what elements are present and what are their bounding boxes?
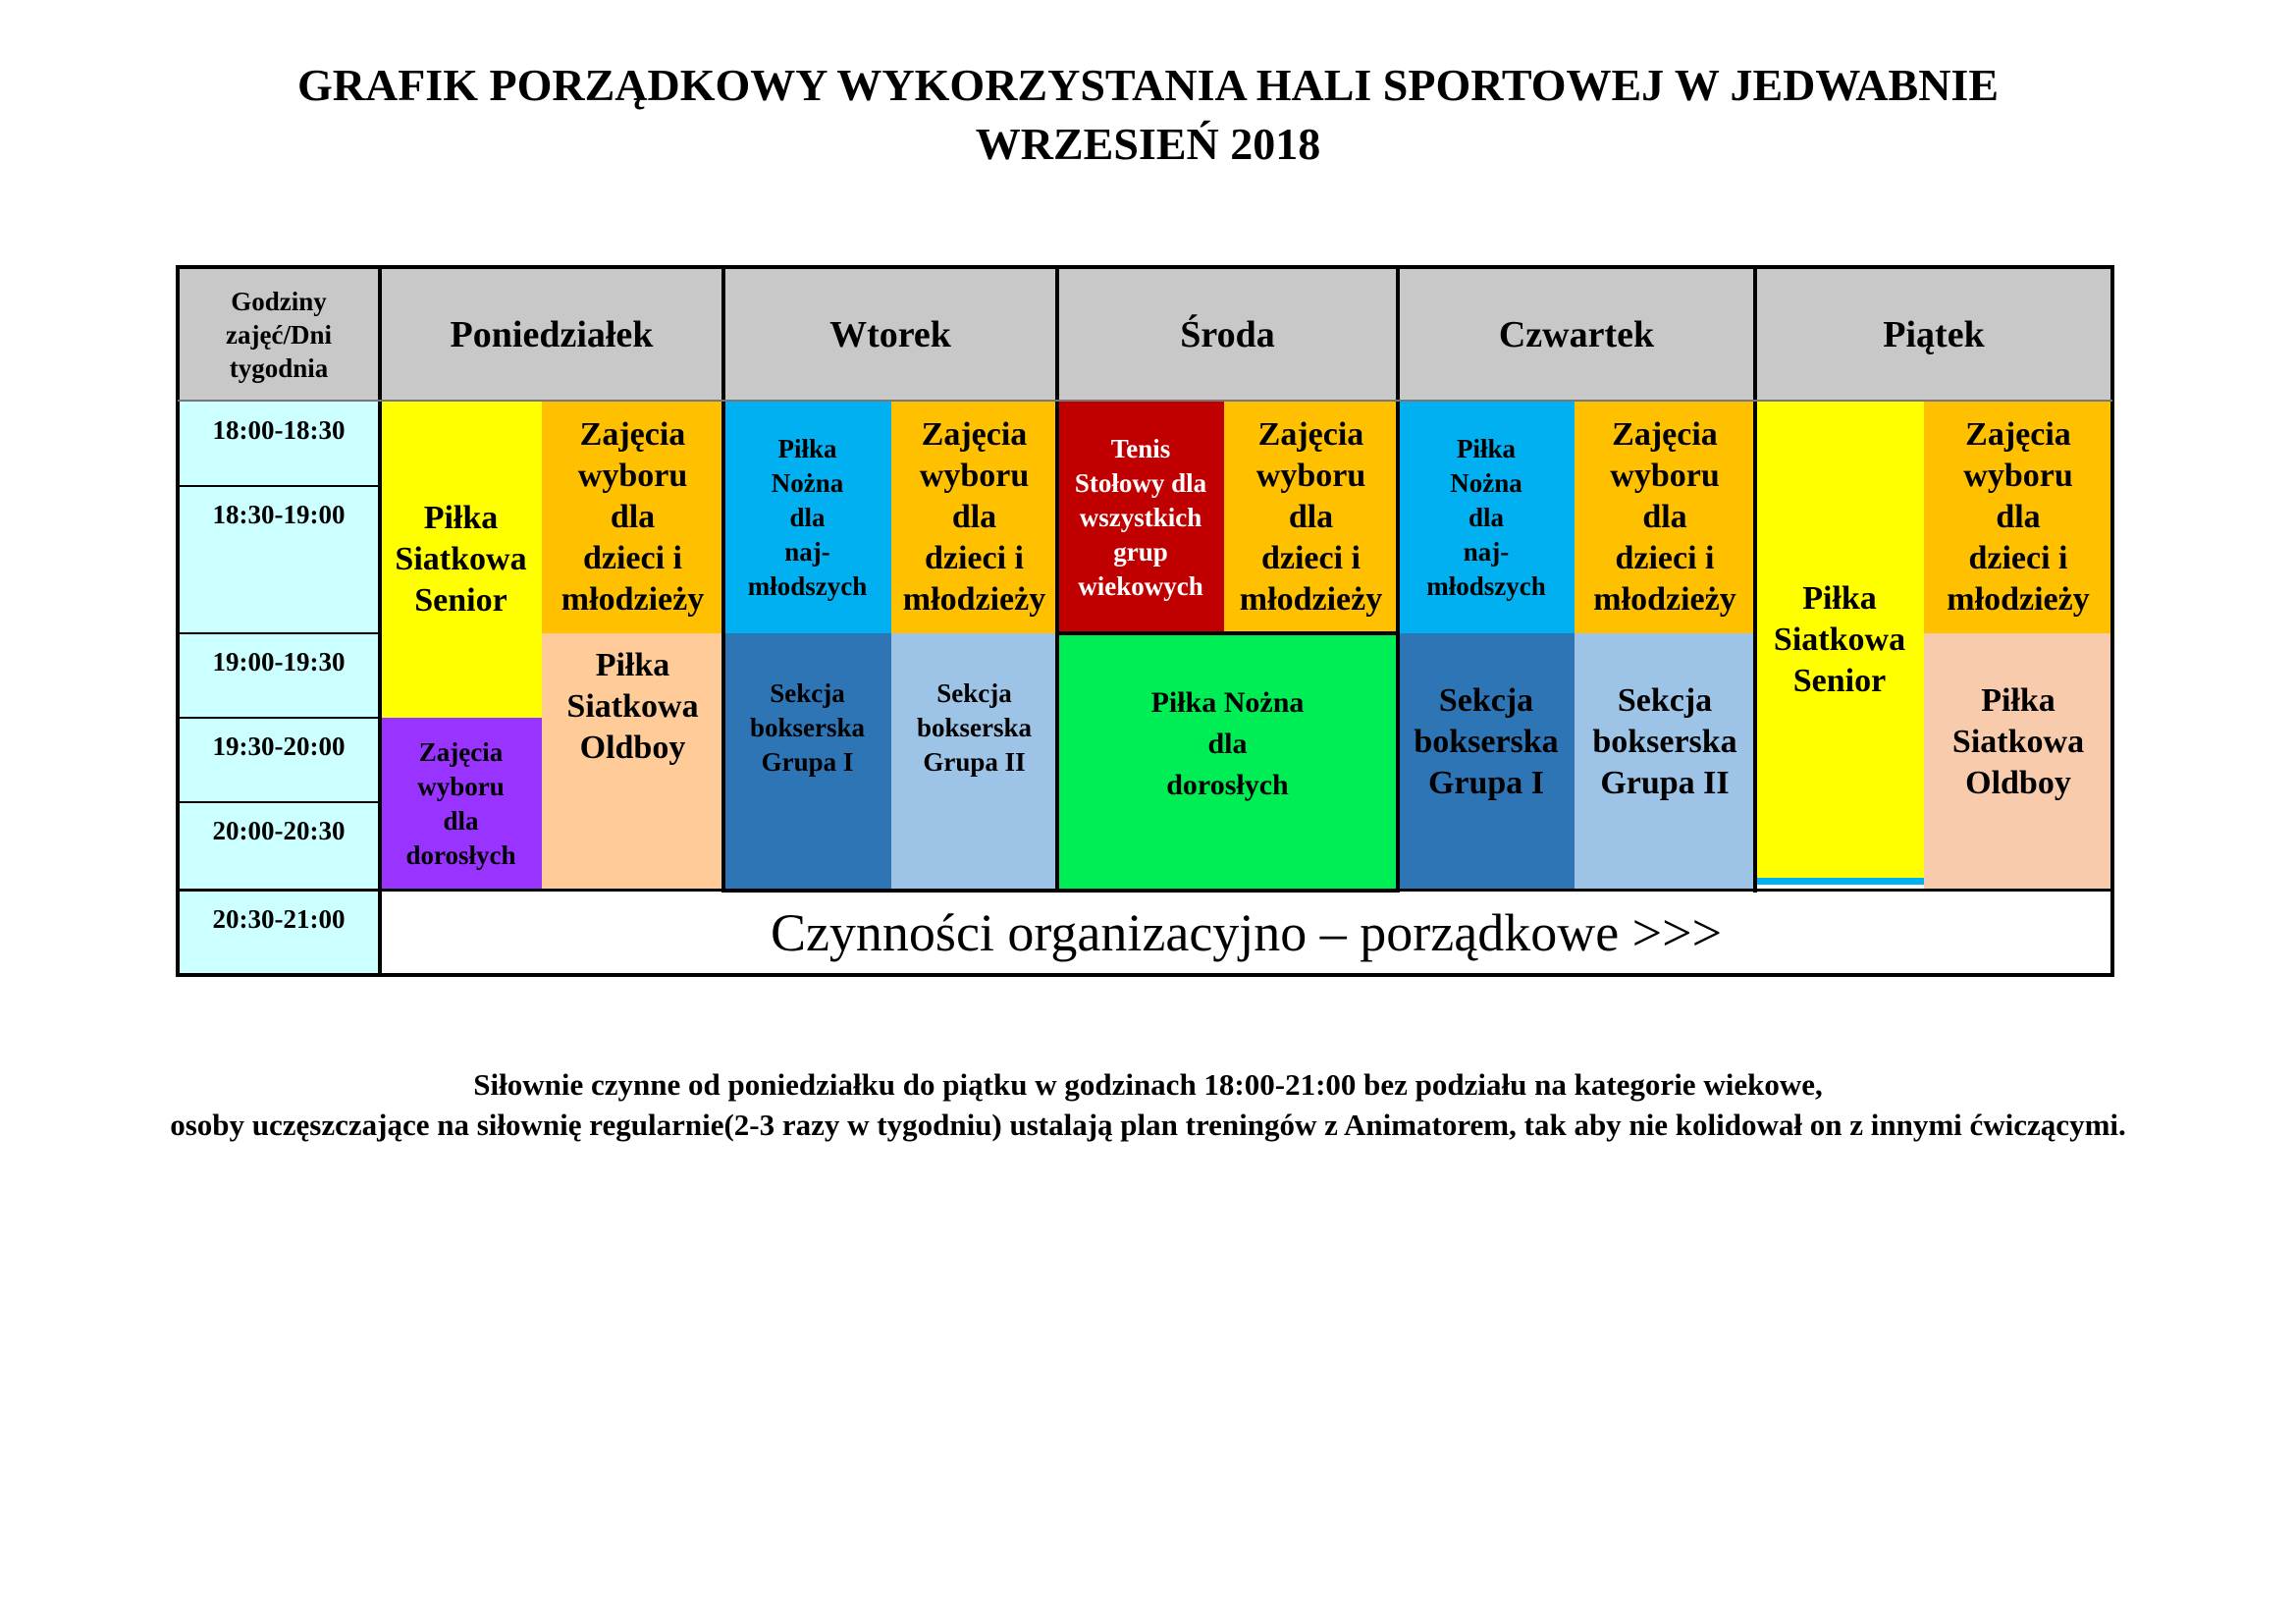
activity-thursday-choice-kids: Zajęcia wyboru dla dzieci i młodzieży <box>1575 402 1755 633</box>
table-border-top <box>176 265 2114 269</box>
activity-tuesday-boxing-group-2: Sekcja bokserska Grupa II <box>891 633 1057 891</box>
time-divider <box>178 801 380 803</box>
wednesday-block-border <box>1055 631 1400 635</box>
day-header-thursday: Czwartek <box>1398 267 1755 402</box>
time-slot: 18:00-18:30 <box>178 402 380 486</box>
time-divider <box>178 485 380 487</box>
page-subtitle-month: WRZESIEŃ 2018 <box>975 119 1321 169</box>
activity-friday-volleyball-oldboy: Piłka Siatkowa Oldboy <box>1924 633 2112 891</box>
activity-wednesday-table-tennis: Tenis Stołowy dla wszystkich grup wiekowych <box>1057 402 1224 633</box>
time-slot: 19:30-20:00 <box>178 718 380 802</box>
table-divider <box>378 265 382 977</box>
activity-friday-choice-kids: Zajęcia wyboru dla dzieci i młodzieży <box>1924 402 2112 633</box>
table-divider <box>721 265 725 893</box>
activity-thursday-boxing-group-2: Sekcja bokserska Grupa II <box>1575 633 1755 891</box>
day-header-monday: Poniedziałek <box>380 267 723 402</box>
table-border-left <box>176 265 180 977</box>
day-header-friday: Piątek <box>1755 267 2112 402</box>
activity-monday-choice-kids: Zajęcia wyboru dla dzieci i młodzieży <box>542 402 723 633</box>
activity-thursday-boxing-group-1: Sekcja bokserska Grupa I <box>1398 633 1575 891</box>
activity-friday-volleyball-senior: Piłka Siatkowa Senior <box>1755 402 1924 885</box>
activity-monday-volleyball-oldboy: Piłka Siatkowa Oldboy <box>542 633 723 891</box>
time-divider <box>178 632 380 634</box>
time-slot: 19:00-19:30 <box>178 633 380 718</box>
time-slot: 20:00-20:30 <box>178 802 380 891</box>
day-header-wednesday: Środa <box>1057 267 1398 402</box>
table-divider <box>1396 265 1400 893</box>
table-divider <box>178 400 2112 402</box>
activity-wednesday-choice-kids: Zajęcia wyboru dla dzieci i młodzieży <box>1224 402 1398 633</box>
table-border-bottom <box>176 973 2114 977</box>
activity-monday-volleyball-senior: Piłka Siatkowa Senior <box>380 402 542 718</box>
day-header-tuesday: Wtorek <box>723 267 1057 402</box>
corner-header: Godziny zajęć/Dni tygodnia <box>178 267 380 402</box>
activity-tuesday-boxing-group-1: Sekcja bokserska Grupa I <box>723 633 891 891</box>
activity-monday-choice-adults: Zajęcia wyboru dla dorosłych <box>380 718 542 891</box>
table-border-right <box>2110 265 2114 977</box>
activity-tuesday-football-youngest: Piłka Nożna dla naj- młodszych <box>723 402 891 633</box>
note-line-1: Siłownie czynne od poniedziałku do piątku w godzinach 18:00-21:00 bez podziału na kategorie wiekowe, <box>473 1067 1823 1102</box>
activity-tuesday-choice-kids: Zajęcia wyboru dla dzieci i młodzieży <box>891 402 1057 633</box>
time-divider <box>178 717 380 719</box>
page-title: GRAFIK PORZĄDKOWY WYKORZYSTANIA HALI SPORTOWEJ W JEDWABNIE <box>296 60 2000 110</box>
activity-thursday-football-youngest: Piłka Nożna dla naj- młodszych <box>1398 402 1575 633</box>
closing-activities-row: Czynności organizacyjno – porządkowe >>> <box>380 891 2112 975</box>
time-slot: 20:30-21:00 <box>178 891 380 975</box>
wednesday-block-border <box>721 889 1400 893</box>
table-divider <box>1753 265 1757 893</box>
table-divider <box>1055 265 1059 893</box>
time-slot: 18:30-19:00 <box>178 486 380 633</box>
activity-wednesday-football-adults: Piłka Nożna dla dorosłych <box>1057 633 1398 891</box>
note-line-2: osoby uczęszczające na siłownię regularnie(2-3 razy w tygodniu) ustalają plan treningów z Animatorem, tak aby nie kolidował on z innymi ćwiczącymi. <box>170 1108 2126 1142</box>
